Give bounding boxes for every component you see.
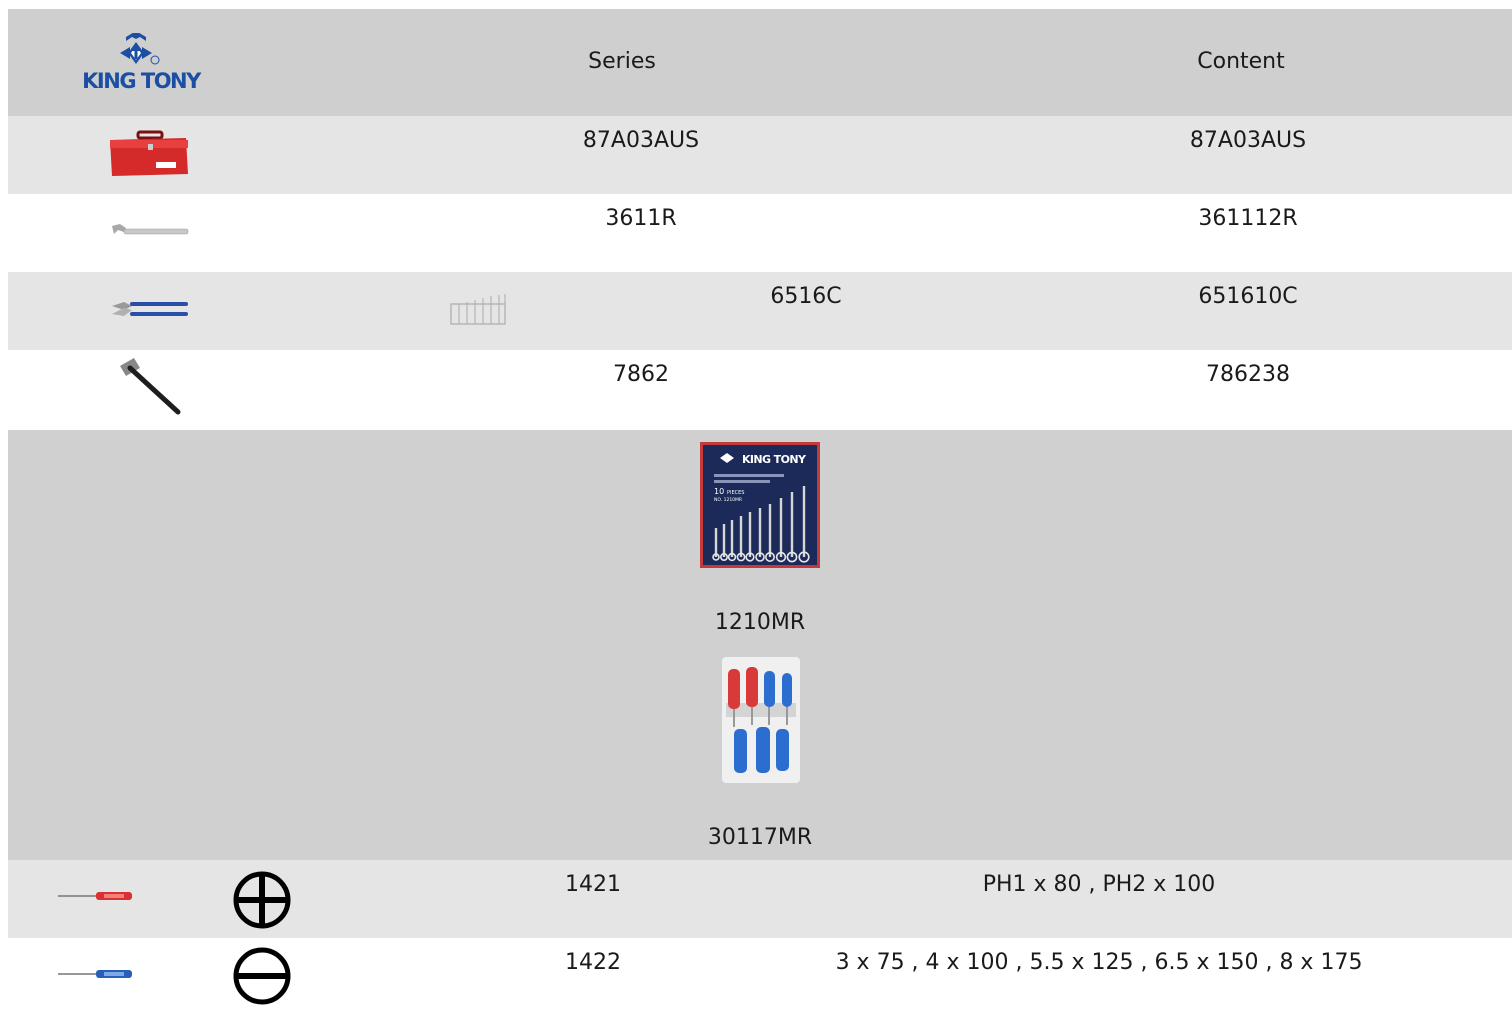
slotted-screwdriver-icon bbox=[56, 966, 136, 985]
screwdriver-set-image bbox=[722, 657, 800, 787]
king-tony-logo bbox=[80, 33, 202, 91]
series-value: 87A03AUS bbox=[582, 128, 700, 153]
wrench-set-brand: KING TONY bbox=[742, 453, 806, 466]
content-value: 3 x 75 , 4 x 100 , 5.5 x 125 , 6.5 x 150 , 8 x 175 bbox=[835, 950, 1363, 975]
screwdriver-set-label: 30117MR bbox=[707, 825, 813, 850]
wrench-set-no: NO. 1210MR bbox=[714, 498, 743, 503]
wrench-set-image bbox=[700, 442, 820, 572]
table-row bbox=[8, 350, 1512, 430]
column-header-series: Series bbox=[588, 49, 656, 74]
hammer-icon bbox=[112, 358, 186, 422]
phillips-tip-icon bbox=[232, 870, 292, 934]
content-value: PH1 x 80 , PH2 x 100 bbox=[982, 872, 1216, 897]
phillips-screwdriver-icon bbox=[56, 888, 136, 907]
series-value: 6516C bbox=[770, 284, 842, 309]
table-row bbox=[8, 938, 1512, 1009]
content-value: 87A03AUS bbox=[1189, 128, 1307, 153]
size-gauge-icon bbox=[449, 294, 507, 330]
slotted-tip-icon bbox=[232, 946, 292, 1010]
content-value: 786238 bbox=[1206, 362, 1290, 387]
water-pump-pliers-icon bbox=[110, 296, 190, 326]
king-tony-logo-icon bbox=[80, 33, 202, 91]
sets-section bbox=[8, 430, 1512, 860]
content-value: 361112R bbox=[1198, 206, 1298, 231]
wrench-set-label: 1210MR bbox=[714, 610, 806, 635]
series-value: 1421 bbox=[565, 872, 621, 897]
series-value: 1422 bbox=[565, 950, 621, 975]
table-header bbox=[8, 9, 1512, 116]
table-row bbox=[8, 194, 1512, 272]
wrench-set-pieces: 10 bbox=[714, 487, 725, 496]
series-value: 7862 bbox=[613, 362, 669, 387]
table-row bbox=[8, 860, 1512, 938]
table-row bbox=[8, 272, 1512, 350]
series-value: 3611R bbox=[605, 206, 677, 231]
content-value: 651610C bbox=[1198, 284, 1298, 309]
adjustable-wrench-icon bbox=[110, 222, 190, 246]
wrench-set-pieces-word: PIECES bbox=[727, 490, 745, 496]
column-header-content: Content bbox=[1197, 49, 1285, 74]
table-row bbox=[8, 116, 1512, 194]
red-toolbox-icon bbox=[110, 130, 188, 180]
brand-name: KING TONY bbox=[82, 69, 200, 91]
